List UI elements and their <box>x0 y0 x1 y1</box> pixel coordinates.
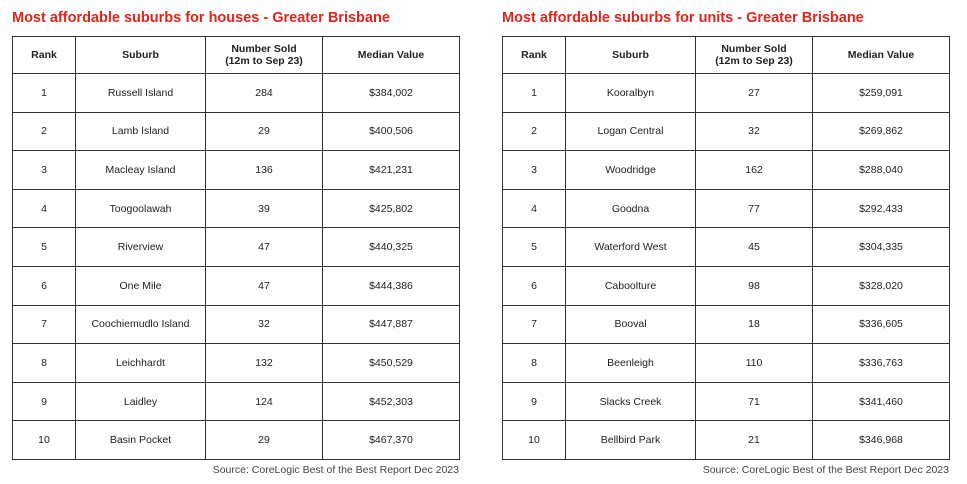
cell-rank: 7 <box>503 305 566 344</box>
units-panel <box>502 0 954 476</box>
cell-rank: 10 <box>13 421 76 460</box>
table-row <box>503 151 950 190</box>
cell-suburb: Toogoolawah <box>76 189 206 228</box>
header-sold-line2: (12m to Sep 23) <box>715 55 793 67</box>
cell-rank: 4 <box>13 189 76 228</box>
cell-median-value: $346,968 <box>813 421 950 460</box>
cell-rank: 4 <box>503 189 566 228</box>
cell-median-value: $336,763 <box>813 344 950 383</box>
table-row <box>13 305 460 344</box>
cell-median-value: $384,002 <box>323 74 460 113</box>
header-number-sold <box>696 37 813 74</box>
table-row <box>13 344 460 383</box>
cell-suburb: Woodridge <box>566 151 696 190</box>
cell-number-sold: 77 <box>696 189 813 228</box>
cell-median-value: $336,605 <box>813 305 950 344</box>
cell-suburb: Lamb Island <box>76 112 206 151</box>
table-row <box>503 74 950 113</box>
cell-number-sold: 18 <box>696 305 813 344</box>
table-row <box>13 151 460 190</box>
cell-suburb: Basin Pocket <box>76 421 206 460</box>
cell-number-sold: 39 <box>206 189 323 228</box>
header-suburb: Suburb <box>566 37 696 74</box>
houses-source: Source: CoreLogic Best of the Best Report Dec 2023 <box>212 463 459 476</box>
cell-rank: 10 <box>503 421 566 460</box>
units-title: Most affordable suburbs for units - Greater Brisbane <box>502 10 864 26</box>
table-row <box>503 112 950 151</box>
table-row <box>503 228 950 267</box>
cell-suburb: Kooralbyn <box>566 74 696 113</box>
table-row <box>13 228 460 267</box>
cell-median-value: $259,091 <box>813 74 950 113</box>
cell-median-value: $440,325 <box>323 228 460 267</box>
cell-number-sold: 71 <box>696 382 813 421</box>
cell-number-sold: 47 <box>206 266 323 305</box>
cell-number-sold: 132 <box>206 344 323 383</box>
header-sold-line1: Number Sold <box>231 43 297 55</box>
houses-table <box>12 36 460 460</box>
header-rank: Rank <box>503 37 566 74</box>
cell-suburb: Slacks Creek <box>566 382 696 421</box>
cell-median-value: $341,460 <box>813 382 950 421</box>
cell-median-value: $328,020 <box>813 266 950 305</box>
cell-number-sold: 21 <box>696 421 813 460</box>
units-table <box>502 36 950 460</box>
cell-number-sold: 124 <box>206 382 323 421</box>
cell-suburb: Caboolture <box>566 266 696 305</box>
cell-suburb: Bellbird Park <box>566 421 696 460</box>
header-rank: Rank <box>13 37 76 74</box>
cell-number-sold: 47 <box>206 228 323 267</box>
table-row <box>503 382 950 421</box>
houses-title: Most affordable suburbs for houses - Greater Brisbane <box>12 10 390 26</box>
cell-median-value: $452,303 <box>323 382 460 421</box>
cell-median-value: $400,506 <box>323 112 460 151</box>
cell-median-value: $444,386 <box>323 266 460 305</box>
cell-suburb: Russell Island <box>76 74 206 113</box>
cell-rank: 7 <box>13 305 76 344</box>
table-row <box>503 344 950 383</box>
cell-rank: 5 <box>503 228 566 267</box>
cell-rank: 6 <box>13 266 76 305</box>
cell-rank: 9 <box>503 382 566 421</box>
cell-median-value: $304,335 <box>813 228 950 267</box>
cell-suburb: Goodna <box>566 189 696 228</box>
cell-median-value: $292,433 <box>813 189 950 228</box>
cell-rank: 2 <box>13 112 76 151</box>
cell-suburb: Macleay Island <box>76 151 206 190</box>
header-sold-line1: Number Sold <box>721 43 787 55</box>
cell-median-value: $447,887 <box>323 305 460 344</box>
table-header-row <box>503 37 950 74</box>
cell-rank: 5 <box>13 228 76 267</box>
header-sold-line2: (12m to Sep 23) <box>225 55 303 67</box>
cell-rank: 8 <box>13 344 76 383</box>
cell-rank: 9 <box>13 382 76 421</box>
cell-suburb: Leichhardt <box>76 344 206 383</box>
table-row <box>503 189 950 228</box>
cell-number-sold: 284 <box>206 74 323 113</box>
cell-rank: 3 <box>13 151 76 190</box>
table-row <box>503 266 950 305</box>
houses-panel <box>12 0 464 476</box>
cell-suburb: Riverview <box>76 228 206 267</box>
table-row <box>13 74 460 113</box>
cell-number-sold: 32 <box>206 305 323 344</box>
cell-median-value: $467,370 <box>323 421 460 460</box>
table-row <box>13 189 460 228</box>
cell-number-sold: 29 <box>206 112 323 151</box>
cell-median-value: $450,529 <box>323 344 460 383</box>
header-number-sold <box>206 37 323 74</box>
cell-number-sold: 136 <box>206 151 323 190</box>
cell-median-value: $269,862 <box>813 112 950 151</box>
cell-suburb: Beenleigh <box>566 344 696 383</box>
table-row <box>13 421 460 460</box>
cell-suburb: Coochiemudlo Island <box>76 305 206 344</box>
cell-rank: 3 <box>503 151 566 190</box>
header-median-value: Median Value <box>323 37 460 74</box>
table-row <box>13 266 460 305</box>
cell-number-sold: 98 <box>696 266 813 305</box>
cell-rank: 1 <box>503 74 566 113</box>
cell-rank: 8 <box>503 344 566 383</box>
cell-rank: 2 <box>503 112 566 151</box>
cell-number-sold: 162 <box>696 151 813 190</box>
table-row <box>13 112 460 151</box>
header-median-value: Median Value <box>813 37 950 74</box>
table-row <box>503 421 950 460</box>
table-header-row <box>13 37 460 74</box>
cell-median-value: $288,040 <box>813 151 950 190</box>
table-row <box>13 382 460 421</box>
cell-number-sold: 45 <box>696 228 813 267</box>
cell-number-sold: 29 <box>206 421 323 460</box>
cell-suburb: Booval <box>566 305 696 344</box>
cell-number-sold: 110 <box>696 344 813 383</box>
units-source: Source: CoreLogic Best of the Best Report Dec 2023 <box>702 463 949 476</box>
cell-median-value: $425,802 <box>323 189 460 228</box>
cell-median-value: $421,231 <box>323 151 460 190</box>
table-row <box>503 305 950 344</box>
cell-suburb: Waterford West <box>566 228 696 267</box>
cell-suburb: One Mile <box>76 266 206 305</box>
cell-number-sold: 32 <box>696 112 813 151</box>
cell-suburb: Laidley <box>76 382 206 421</box>
cell-rank: 6 <box>503 266 566 305</box>
cell-suburb: Logan Central <box>566 112 696 151</box>
cell-number-sold: 27 <box>696 74 813 113</box>
header-suburb: Suburb <box>76 37 206 74</box>
cell-rank: 1 <box>13 74 76 113</box>
